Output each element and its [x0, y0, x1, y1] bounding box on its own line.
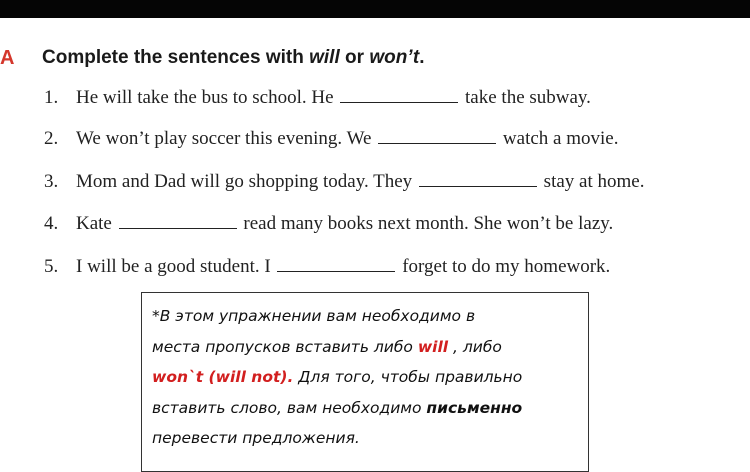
answer-blank[interactable]: [119, 212, 237, 229]
instruction-text: .: [419, 47, 425, 68]
instruction-note-box: [141, 292, 589, 472]
note-text: , либо: [448, 337, 502, 356]
top-black-bar: [0, 0, 750, 18]
section-letter: A: [0, 47, 15, 69]
sentence-text-after: take the subway.: [465, 87, 591, 108]
sentence-number: 5.: [44, 256, 59, 277]
sentence-text-before: I will be a good student. I: [76, 256, 271, 277]
sentence-text-before: He will take the bus to school. He: [76, 87, 334, 108]
note-text: Для того, чтобы правильно: [293, 368, 523, 386]
sentence-number: 1.: [44, 87, 59, 108]
instruction-word-will: will: [309, 47, 340, 68]
sentence-text-before: Kate: [76, 213, 112, 234]
instruction-text: Complete the sentences with: [42, 47, 310, 68]
note-text: вставить слово, вам необходимо: [152, 398, 427, 417]
sentence-4: [44, 212, 613, 236]
note-text: места пропусков вставить либо: [152, 337, 418, 356]
answer-blank[interactable]: [277, 255, 395, 272]
sentence-number: 3.: [44, 171, 59, 192]
answer-blank[interactable]: [419, 170, 537, 187]
sentence-text-before: Mom and Dad will go shopping today. They: [76, 171, 413, 192]
sentence-5: [44, 255, 610, 279]
note-text: *В этом упражнении вам необходимо в: [152, 307, 476, 325]
sentence-3: [44, 170, 644, 194]
note-highlight-wont: won`t (will not).: [152, 368, 294, 386]
note-line-4: [152, 393, 578, 424]
sentence-number: 4.: [44, 213, 59, 234]
exercise-instruction: [42, 46, 425, 70]
instruction-text: or: [339, 47, 370, 68]
note-line-3: [152, 362, 578, 393]
note-highlight-will: will: [417, 337, 449, 356]
sentence-number: 2.: [44, 128, 59, 149]
note-line-2: [152, 332, 578, 363]
note-text: перевести предложения.: [152, 429, 360, 447]
sentence-2: [44, 127, 618, 151]
sentence-text-after: forget to do my homework.: [402, 256, 611, 277]
instruction-word-wont: won’t: [369, 47, 420, 68]
sentence-1: [44, 86, 591, 110]
sentence-text-after: watch a movie.: [502, 128, 619, 149]
sentence-text-after: stay at home.: [543, 171, 645, 192]
sentence-text-before: We won’t play soccer this evening. We: [76, 128, 372, 149]
sentence-text-after: read many books next month. She won’t be lazy.: [243, 213, 614, 234]
note-line-5: [152, 423, 578, 454]
answer-blank[interactable]: [378, 127, 496, 144]
answer-blank[interactable]: [340, 86, 458, 103]
note-line-1: [152, 301, 578, 332]
note-bold-word: письменно: [426, 398, 523, 417]
